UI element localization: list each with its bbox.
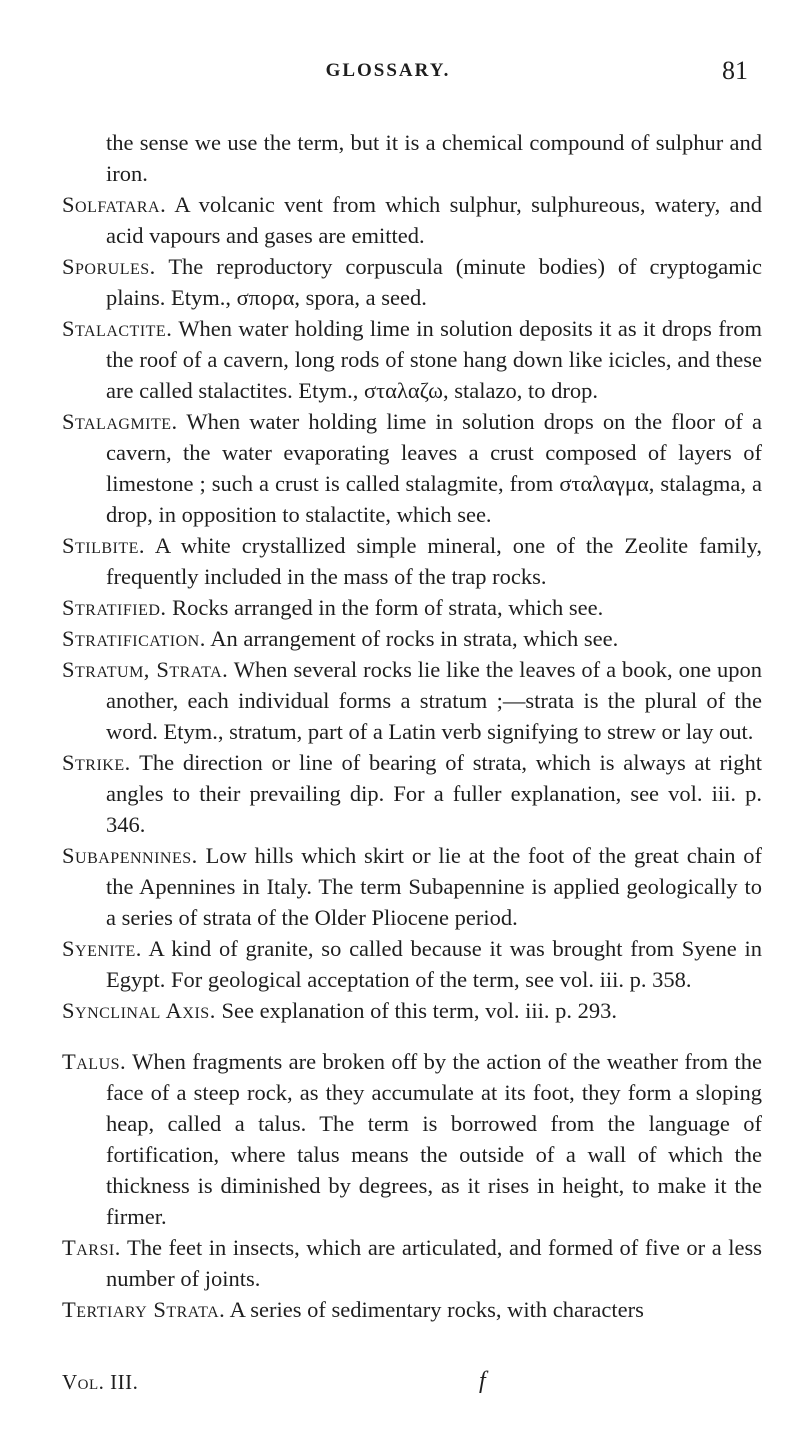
entry-term: Strike. [62,750,131,775]
entry-term: Sporules. [62,254,156,279]
entry-term: Stalactite. [62,316,173,341]
glossary-entry-strike [62,747,762,840]
entry-definition: When water holding lime in solution deposits it as it drops from the roof of a cavern, long rods of stone hang down like icicles, and these are called stalactites. Etym., σταλαζω, stalazo, to drop. [106,316,762,403]
glossary-entry-tertiary-strata [62,1294,762,1325]
glossary-entry-subapennines [62,840,762,933]
glossary-entry-synclinal-axis [62,995,762,1026]
entry-term: Tertiary Strata. [62,1297,226,1322]
glossary-entry-syenite [62,933,762,995]
page-number: 81 [722,56,748,85]
glossary-entry-tarsi [62,1232,762,1294]
entry-term: Stratification. [62,626,206,651]
entry-term: Synclinal Axis. [62,998,216,1023]
entry-definition: The reproductory corpuscula (minute bodies) of cryptogamic plains. Etym., σπορα, spora, a seed. [106,254,763,310]
entry-term: Stratified. [62,595,167,620]
glossary-text [62,127,762,1325]
entry-definition: See explanation of this term, vol. iii. p. 293. [221,998,618,1023]
entry-definition: When several rocks lie like the leaves of a book, one upon another, each individual forms a stratum ;—strata is the plural of the word. Etym., stratum, part of a Latin verb signifying to strew or lay out. [106,657,762,744]
entry-term: Solfatara. [62,192,167,217]
entry-term: Tarsi. [62,1235,121,1260]
glossary-entry-stalagmite [62,406,762,530]
glossary-entry-stratum [62,654,762,747]
entry-term: Talus. [62,1049,127,1074]
entry-definition: A series of sedimentary rocks, with characters [229,1297,644,1322]
running-head: GLOSSARY. [325,60,451,81]
entry-definition: A white crystallized simple mineral, one of the Zeolite family, frequently included in the mass of the trap rocks. [106,533,763,589]
entry-definition: Low hills which skirt or lie at the foot of the great chain of the Apennines in Italy. The term Subapennine is applied geologically to a series of strata of the Older Pliocene period. [106,843,762,930]
entry-term: Stilbite. [62,533,146,558]
entry-definition: When water holding lime in solution drops on the floor of a cavern, the water evaporating leaves a crust composed of layers of limestone ; such a crust is called stalagmite, from σταλαγμα, stalagma, a drop, in opposition to stalactite, which see. [106,409,762,527]
glossary-entry-talus [62,1046,762,1232]
volume-label: Vol. III. [62,1370,139,1394]
glossary-entry-solfatara [62,189,762,251]
continuation-text: the sense we use the term, but it is a chemical compound of sulphur and iron. [106,130,762,186]
glossary-entry-stratified [62,592,762,623]
entry-definition: A kind of granite, so called because it was brought from Syene in Egypt. For geological acceptation of the term, see vol. iii. p. 358. [106,936,763,992]
entry-term: Stalagmite. [62,409,178,434]
glossary-entry-stratification [62,623,762,654]
glossary-entry-stalactite [62,313,762,406]
entry-definition: A volcanic vent from which sulphur, sulphureous, watery, and acid vapours and gases are emitted. [106,192,762,248]
entry-definition: An arrangement of rocks in strata, which see. [210,626,619,651]
entry-term: Subapennines. [62,843,198,868]
glossary-entry-stilbite [62,530,762,592]
entry-definition: Rocks arranged in the form of strata, which see. [172,595,604,620]
entry-definition: The direction or line of bearing of strata, which is always at right angles to their prevailing dip. For a fuller explanation, see vol. iii. p. 346. [106,750,762,837]
signature-mark: f [479,1368,486,1394]
entry-definition: The feet in insects, which are articulated, and formed of five or a less number of joints. [106,1235,762,1291]
glossary-entry-sporules [62,251,762,313]
entry-definition: When fragments are broken off by the action of the weather from the face of a steep rock, as they accumulate at its foot, they form a sloping heap, called a talus. The term is borrowed from the language of fortification, where talus means the outside of a wall of which the thickness is diminished by degrees, as it rises in height, to make it the firmer. [106,1049,763,1229]
entry-term: Stratum, Strata. [62,657,229,682]
entry-term: Syenite. [62,936,142,961]
